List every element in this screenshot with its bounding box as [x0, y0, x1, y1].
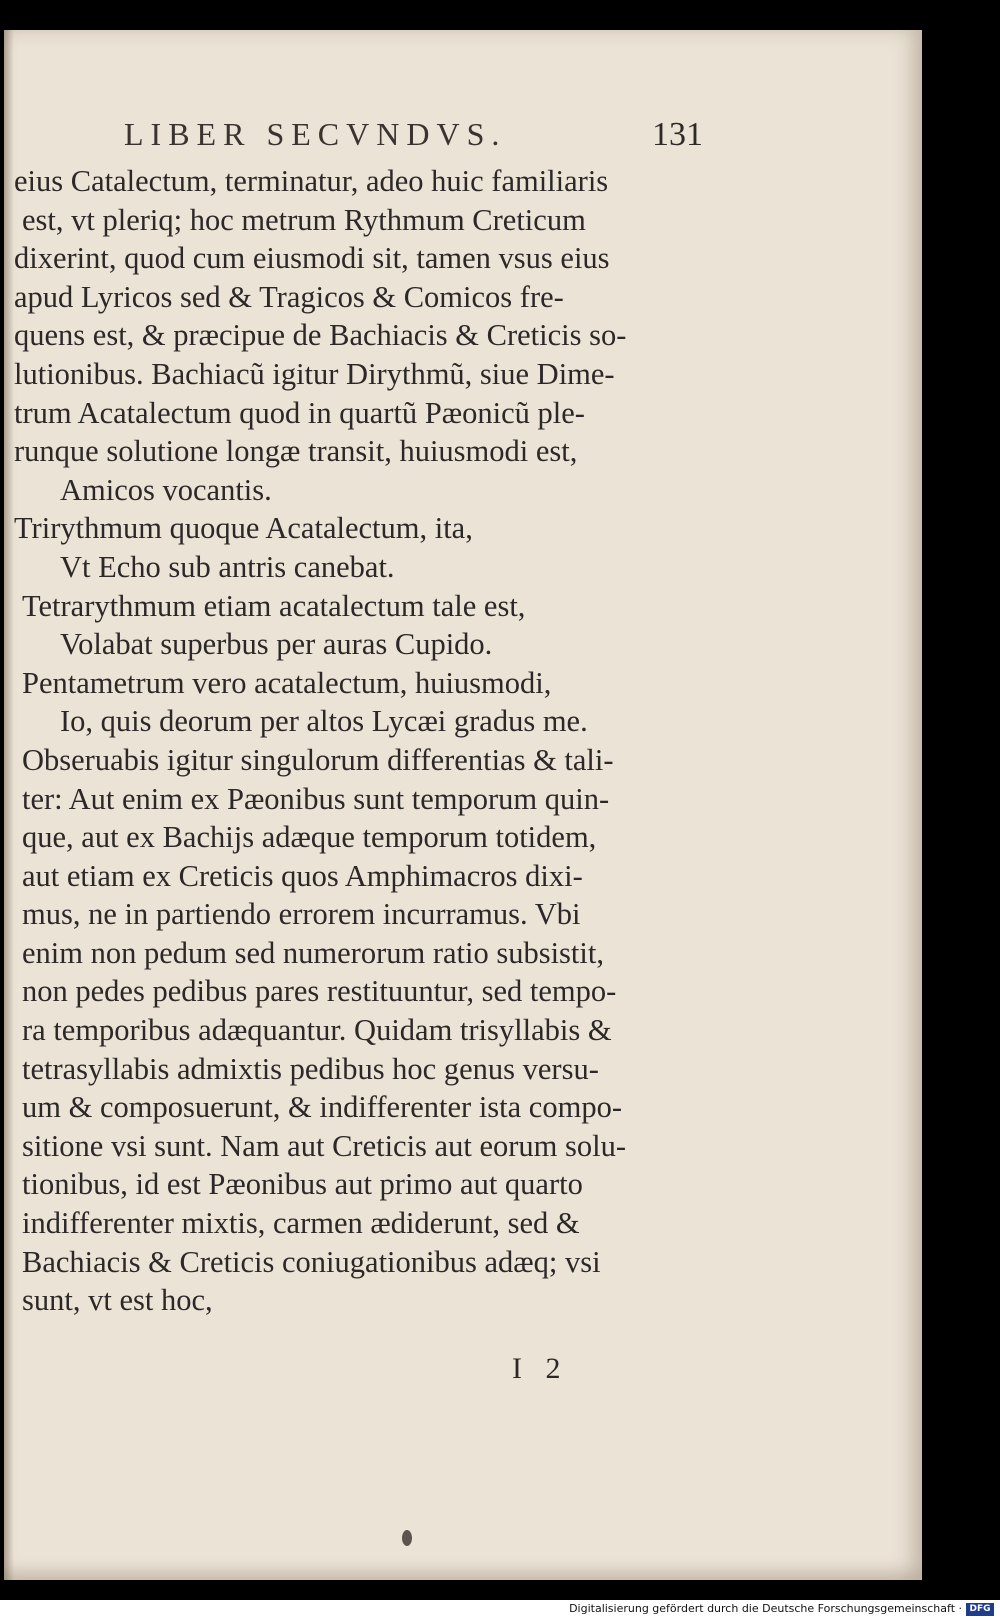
verse-line: Amicos vocantis. [60, 472, 272, 507]
text-line: Bachiacis & Creticis coniugationibus adæq; vsi [22, 1244, 601, 1279]
text-line: que, aut ex Bachijs adæque temporum totidem, [22, 820, 597, 855]
text-line: apud Lyricos sed & Tragicos & Comicos fre- [14, 279, 564, 314]
text-line: trum Acatalectum quod in quartũ Pæonicũ ple- [14, 395, 585, 430]
text-line: indifferenter mixtis, carmen ædiderunt, sed & [22, 1206, 580, 1241]
page-number: 131 [652, 116, 703, 153]
text-line: Pentametrum vero acatalectum, huiusmodi, [22, 665, 552, 700]
text-line: non pedes pedibus pares restituuntur, sed tempo- [22, 974, 617, 1009]
body-text [14, 162, 734, 1320]
page-edge-shadow [4, 30, 14, 1580]
ink-spot [402, 1530, 412, 1546]
verse-line: Volabat superbus per auras Cupido. [60, 627, 493, 662]
text-line: Obseruabis igitur singulorum differentias & tali- [22, 742, 614, 777]
footer-credit: Digitalisierung gefördert durch die Deutsche Forschungsgemeinschaft · [569, 1602, 962, 1615]
text-line: ter: Aut enim ex Pæonibus sunt temporum quin- [22, 781, 610, 816]
text-line: Trirythmum quoque Acatalectum, ita, [14, 511, 473, 546]
text-line: Tetrarythmum etiam acatalectum tale est, [22, 588, 526, 623]
text-line: enim non pedum sed numerorum ratio subsistit, [22, 935, 604, 970]
text-line: tetrasyllabis admixtis pedibus hoc genus versu- [22, 1051, 599, 1086]
footer-bar [0, 1600, 1000, 1620]
text-line: runque solutione longæ transit, huiusmodi est, [14, 434, 578, 469]
verse-line: Vt Echo sub antris canebat. [60, 549, 395, 584]
text-line: dixerint, quod cum eiusmodi sit, tamen vsus eius [14, 241, 610, 276]
text-line: sunt, vt est hoc, [22, 1283, 213, 1318]
signature-mark: I 2 [512, 1352, 569, 1385]
text-line: eius Catalectum, terminatur, adeo huic familiaris [14, 164, 609, 198]
text-line: lutionibus. Bachiacũ igitur Dirythmũ, siue Dime- [14, 356, 615, 391]
scanned-page [4, 30, 922, 1580]
text-line: mus, ne in partiendo errorem incurramus. Vbi [22, 897, 581, 932]
text-line: est, vt pleriq; hoc metrum Rythmum Creticum [22, 202, 586, 237]
text-line: tionibus, id est Pæonibus aut primo aut quarto [22, 1167, 583, 1202]
verse-line: Io, quis deorum per altos Lycæi gradus me. [60, 704, 588, 739]
text-line: um & composuerunt, & indifferenter ista compo- [22, 1090, 622, 1125]
text-line: ra temporibus adæquantur. Quidam trisyllabis & [22, 1013, 612, 1048]
text-line: aut etiam ex Creticis quos Amphimacros dixi- [22, 858, 583, 893]
running-head: LIBER SECVNDVS. [124, 116, 507, 152]
text-line: sitione vsi sunt. Nam aut Creticis aut eorum solu- [22, 1128, 626, 1163]
text-line: quens est, & præcipue de Bachiacis & Creticis so- [14, 318, 627, 353]
dfg-logo: DFG [966, 1603, 994, 1616]
